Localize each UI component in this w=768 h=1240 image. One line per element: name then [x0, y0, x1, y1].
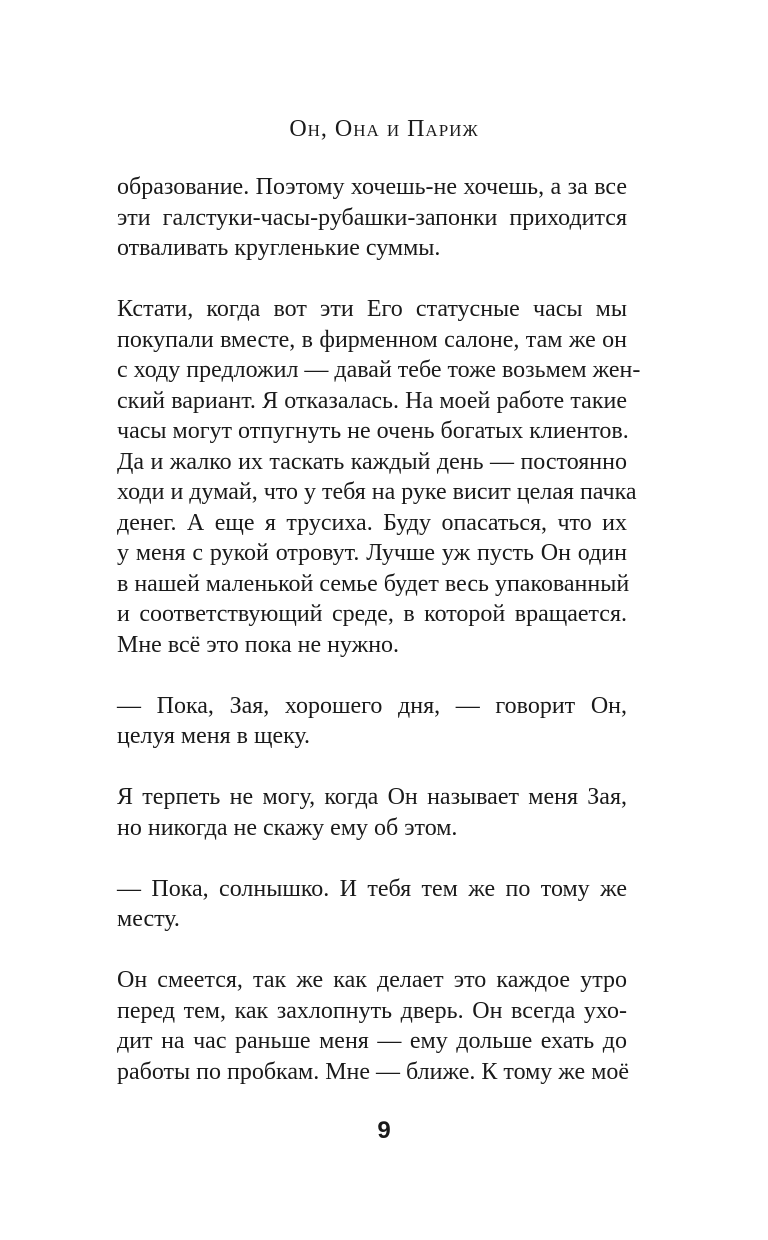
text-line: денег. А еще я трусиха. Буду опасаться, что их: [117, 509, 627, 536]
text-line: и соответствующий среде, в которой вращается.: [117, 601, 627, 627]
text-line: с ходу предложил — давай тебе тоже возьмем жен-: [117, 357, 641, 383]
text-line: Да и жалко их таскать каждый день — постоянно: [117, 448, 627, 475]
text-line: покупали вместе, в фирменном салоне, там же он: [117, 326, 627, 353]
text-line: образование. Поэтому хочешь-не хочешь, а за все: [117, 174, 627, 200]
text-line: но никогда не скажу ему об этом.: [117, 814, 458, 841]
paragraph: [117, 294, 641, 660]
text-line: в нашей маленькой семье будет весь упакованный: [117, 570, 630, 597]
body-text: [117, 172, 641, 1087]
text-line: ходи и думай, что у тебя на руке висит целая пачка: [117, 479, 637, 505]
text-line: у меня с рукой отровут. Лучше уж пусть Он один: [117, 540, 627, 566]
running-head: Он, Она и Париж: [289, 116, 479, 142]
paragraph: [117, 172, 627, 264]
text-line: Кстати, когда вот эти Его статусные часы мы: [117, 296, 627, 322]
text-line: эти галстуки-часы-рубашки-запонки приходится: [117, 204, 627, 231]
paragraph: [117, 965, 630, 1087]
paragraph: [117, 691, 627, 752]
text-line: — Пока, Зая, хорошего дня, — говорит Он,: [117, 692, 627, 719]
paragraph: [117, 782, 627, 843]
text-line: — Пока, солнышко. И тебя тем же по тому же: [117, 875, 627, 902]
text-line: целуя меня в щеку.: [117, 723, 311, 749]
text-line: дит на час раньше меня — ему дольше ехать до: [117, 1028, 627, 1054]
text-line: ский вариант. Я отказалась. На моей работе такие: [117, 387, 627, 414]
text-line: часы могут отпугнуть не очень богатых клиентов.: [117, 418, 629, 444]
text-line: месту.: [117, 906, 180, 932]
text-line: Он смеется, так же как делает это каждое утро: [117, 967, 627, 993]
text-line: работы по пробкам. Мне — ближе. К тому же моё: [117, 1058, 630, 1085]
text-line: отваливать кругленькие суммы.: [117, 235, 441, 261]
text-line: Мне всё это пока не нужно.: [117, 631, 400, 658]
text-line: перед тем, как захлопнуть дверь. Он всегда ухо-: [117, 997, 627, 1024]
text-line: Я терпеть не могу, когда Он называет меня Зая,: [117, 784, 627, 810]
page-number: 9: [377, 1117, 391, 1144]
paragraph: [117, 874, 627, 935]
